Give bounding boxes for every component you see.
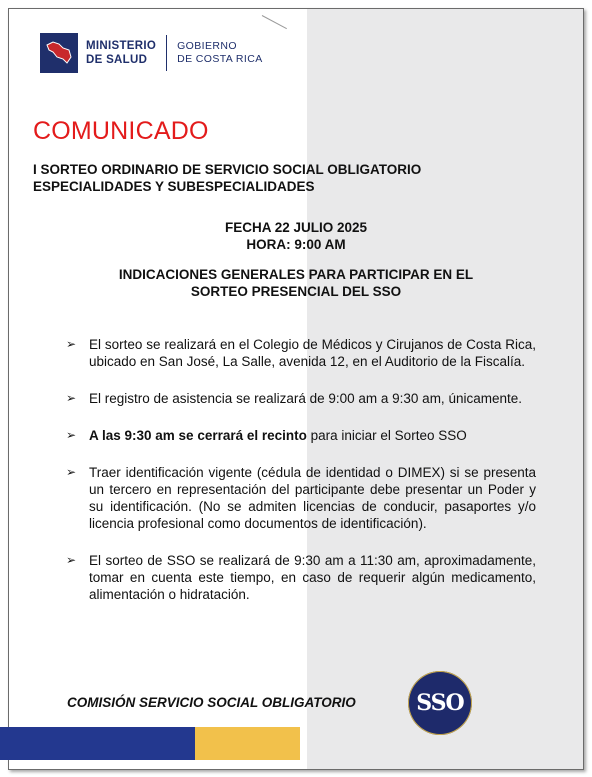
sso-seal-logo	[408, 671, 472, 735]
event-date: FECHA 22 JULIO 2025	[224, 220, 368, 235]
footer-blue-bar	[0, 727, 195, 760]
logo-divider	[166, 35, 167, 71]
costa-rica-map-icon	[40, 33, 78, 73]
indications-line1: INDICACIONES GENERALES PARA PARTICIPAR EN EL	[118, 267, 474, 282]
bullet-text: El sorteo se realizará en el Colegio de Médicos y Cirujanos de Costa Rica, ubicado en San José, La Salle, avenida 12, en el Auditorio de la Fiscalía.	[89, 337, 536, 369]
bullet-text: El sorteo de SSO se realizará de 9:30 am a 11:30 am, aproximadamente, tomar en cuenta este tiempo, en caso de requerir algún medicamento, alimentación o hidratación.	[89, 553, 536, 602]
gov-line2: DE COSTA RICA	[177, 53, 263, 65]
page-title: COMUNICADO	[33, 117, 209, 145]
list-item	[66, 427, 536, 444]
subtitle	[33, 161, 421, 195]
commission-signature: COMISIÓN SERVICIO SOCIAL OBLIGATORIO	[67, 695, 356, 710]
decorative-line	[262, 15, 287, 29]
bullet-list	[66, 336, 536, 603]
bullet-text: El registro de asistencia se realizará de 9:00 am a 9:30 am, únicamente.	[89, 391, 522, 406]
arrow-bullet-icon: ➢	[66, 428, 77, 442]
government-name	[177, 40, 263, 66]
list-item	[66, 390, 536, 407]
ministry-line1: MINISTERIO	[86, 40, 157, 52]
arrow-bullet-icon: ➢	[66, 391, 77, 405]
arrow-bullet-icon: ➢	[66, 337, 77, 351]
ministry-line2: DE SALUD	[86, 54, 148, 66]
list-item	[66, 464, 536, 532]
gov-line1: GOBIERNO	[177, 40, 237, 52]
subtitle-line1: I SORTEO ORDINARIO DE SERVICIO SOCIAL OBLIGATORIO	[33, 162, 422, 177]
arrow-bullet-icon: ➢	[66, 465, 77, 479]
ministry-logo	[40, 33, 263, 73]
indications-heading	[0, 266, 592, 300]
bullet-text: Traer identificación vigente (cédula de identidad o DIMEX) si se presenta un tercero en representación del participante debe presentar un Poder y su identificación. (No se admiten licencias de conducir, pasaportes y/o licencia profesional como documentos de identificación).	[89, 465, 536, 531]
subtitle-line2: ESPECIALIDADES Y SUBESPECIALIDADES	[33, 179, 315, 194]
seal-text: SSO	[416, 690, 464, 716]
indications-line2: SORTEO PRESENCIAL DEL SSO	[190, 284, 402, 299]
arrow-bullet-icon: ➢	[66, 553, 77, 567]
footer-gold-bar	[195, 727, 300, 760]
date-time-block	[0, 219, 592, 253]
event-time: HORA: 9:00 AM	[246, 237, 346, 252]
bullet-text: para iniciar el Sorteo SSO	[306, 428, 467, 443]
list-item	[66, 552, 536, 603]
bullet-bold-text: A las 9:30 am se cerrará el recinto	[89, 428, 307, 443]
ministry-name	[86, 39, 156, 67]
list-item	[66, 336, 536, 370]
